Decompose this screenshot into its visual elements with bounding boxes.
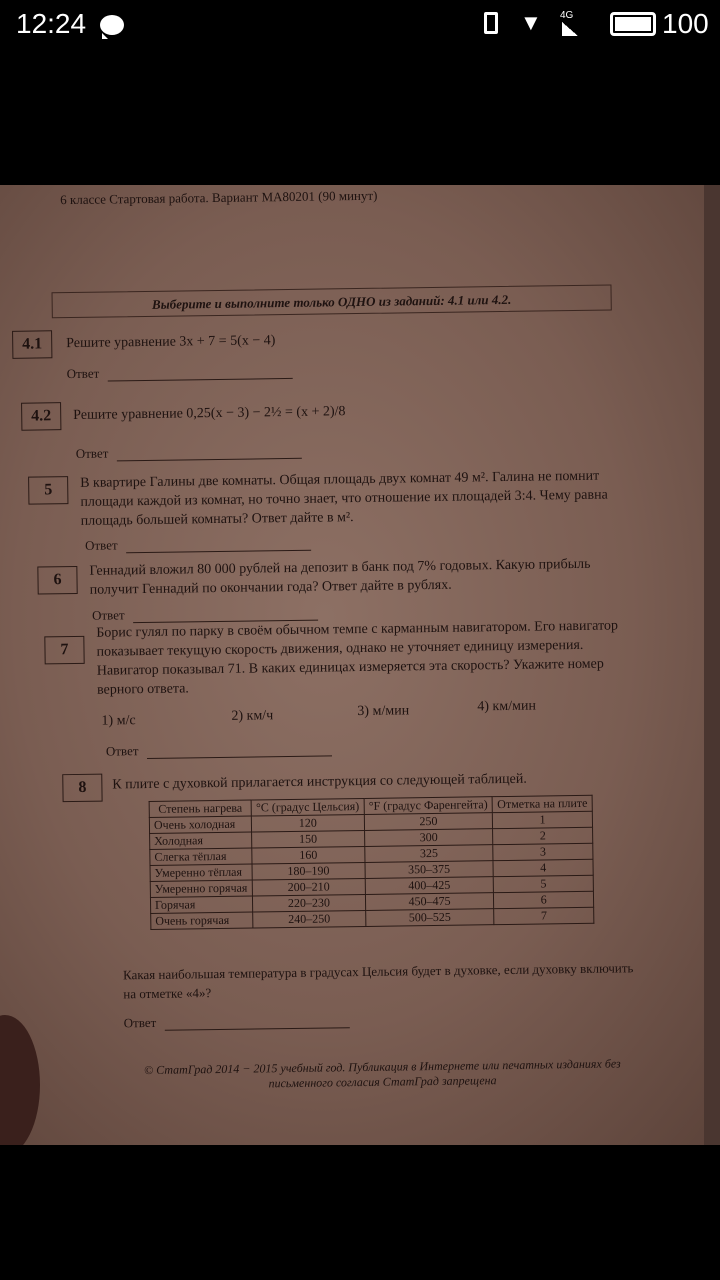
table-cell: 250 xyxy=(364,813,493,831)
task-text: Решите уравнение 3x + 7 = 5(x − 4) xyxy=(66,333,276,352)
wifi-icon: ▼ xyxy=(520,10,542,35)
answer-field[interactable] xyxy=(85,535,311,554)
table-cell: 450–475 xyxy=(365,893,494,911)
table-cell: 150 xyxy=(252,830,365,848)
network-type: 4G xyxy=(560,10,574,21)
table-cell: 120 xyxy=(251,814,364,832)
table-cell: Слегка тёплая xyxy=(150,848,252,865)
answer-field[interactable] xyxy=(76,443,302,462)
vibrate-icon xyxy=(484,12,498,34)
task-text: Решите уравнение 0,25(x − 3) − 2½ = (x + 2)/8 xyxy=(73,404,346,423)
table-cell: 5 xyxy=(494,875,594,892)
answer-label: Ответ xyxy=(66,365,100,382)
clock: 12:24 xyxy=(16,8,87,39)
table-cell: 220–230 xyxy=(252,894,365,912)
option: 3) м/мин xyxy=(357,703,410,720)
answer-field[interactable] xyxy=(106,740,332,759)
answer-label: Ответ xyxy=(75,445,109,461)
table-cell: 180–190 xyxy=(252,862,365,880)
battery-level: 100 xyxy=(662,8,709,39)
table-cell: 3 xyxy=(493,843,593,860)
option: 1) м/с xyxy=(101,713,136,729)
table-cell: Очень холодная xyxy=(149,816,251,833)
task-number: 5 xyxy=(28,476,68,505)
task-number: 7 xyxy=(44,636,84,665)
status-bar xyxy=(0,0,720,48)
chat-notification-icon xyxy=(100,15,124,35)
task-number: 8 xyxy=(62,774,102,803)
answer-label: Ответ xyxy=(91,607,125,623)
task-text: В квартире Галины две комнаты. Общая площадь двух комнат 49 м². Галина не помнит площади каждой из комнат, но точно знает, что отношение их площадей 3:4. Чему равна площадь большей комнаты? Ответ дайте в м². xyxy=(80,468,608,529)
table-cell: 4 xyxy=(493,859,593,876)
task-text: Борис гулял по парку в своём обычном темпе с карманным навигатором. Его навигатор показывает текущую скорость движения, однако не уточняет единицу измерения. Навигатор показывал 71. В каких единицах измеряется эта скорость? Укажите номер верного ответа. xyxy=(96,618,619,698)
column-header: °F (градус Фаренгейта) xyxy=(364,797,493,815)
table-cell: 500–525 xyxy=(365,909,494,927)
column-header: Отметка на плите xyxy=(492,795,592,812)
column-header: Степень нагрева xyxy=(149,800,251,817)
table-cell: 325 xyxy=(365,845,494,863)
table-cell: Умеренно тёплая xyxy=(150,864,252,881)
table-cell: 350–375 xyxy=(365,861,494,879)
option: 4) км/мин xyxy=(477,698,536,715)
choose-note: Выберите и выполните только ОДНО из заданий: 4.1 или 4.2. xyxy=(52,284,612,318)
table-cell: 200–210 xyxy=(252,878,365,896)
answer-label: Ответ xyxy=(105,743,139,759)
task-text: К плите с духовкой прилагается инструкция со следующей таблицей. xyxy=(112,771,527,793)
table-cell: 1 xyxy=(493,811,593,828)
task-number: 4.2 xyxy=(21,402,61,431)
answer-field[interactable] xyxy=(124,1012,350,1031)
table-cell: 240–250 xyxy=(253,910,366,928)
table-cell: Холодная xyxy=(150,832,252,849)
answer-label: Ответ xyxy=(84,537,118,553)
battery-icon xyxy=(610,12,656,36)
oven-table xyxy=(149,795,595,930)
table-cell: 300 xyxy=(364,829,493,847)
table-cell: 160 xyxy=(252,846,365,864)
option: 2) км/ч xyxy=(231,708,274,724)
copyright-footer: © СтатГрад 2014 − 2015 учебный год. Публикация в Интернете или печатных изданиях без письменного согласия СтатГрад запрещена xyxy=(143,1056,621,1091)
table-cell: 400–425 xyxy=(365,877,494,895)
task-number: 6 xyxy=(37,566,77,595)
answer-label: Ответ xyxy=(123,1014,157,1031)
table-cell: 6 xyxy=(494,891,594,908)
document-page xyxy=(0,185,720,1145)
table-cell: Горячая xyxy=(150,896,252,913)
signal-icon xyxy=(562,22,578,36)
task-number: 4.1 xyxy=(12,330,52,359)
column-header: °C (градус Цельсия) xyxy=(251,798,364,816)
bottom-black-area xyxy=(0,1145,720,1280)
table-cell: 2 xyxy=(493,827,593,844)
doc-header: 6 классе Стартовая работа. Вариант МА80201 (90 минут) xyxy=(60,187,378,208)
task-question: Какая наибольшая температура в градусах Цельсия будет в духовке, если духовку включить на отметке «4»? xyxy=(122,960,634,1002)
table-cell: 7 xyxy=(494,907,594,924)
table-cell: Умеренно горячая xyxy=(150,880,252,897)
answer-field[interactable] xyxy=(67,363,293,382)
table-cell: Очень горячая xyxy=(151,912,253,929)
photo-viewer-image[interactable] xyxy=(0,185,720,1145)
task-text: Геннадий вложил 80 000 рублей на депозит в банк под 7% годовых. Какую прибыль получит Геннадий по окончании года? Ответ дайте в рублях. xyxy=(89,556,591,598)
